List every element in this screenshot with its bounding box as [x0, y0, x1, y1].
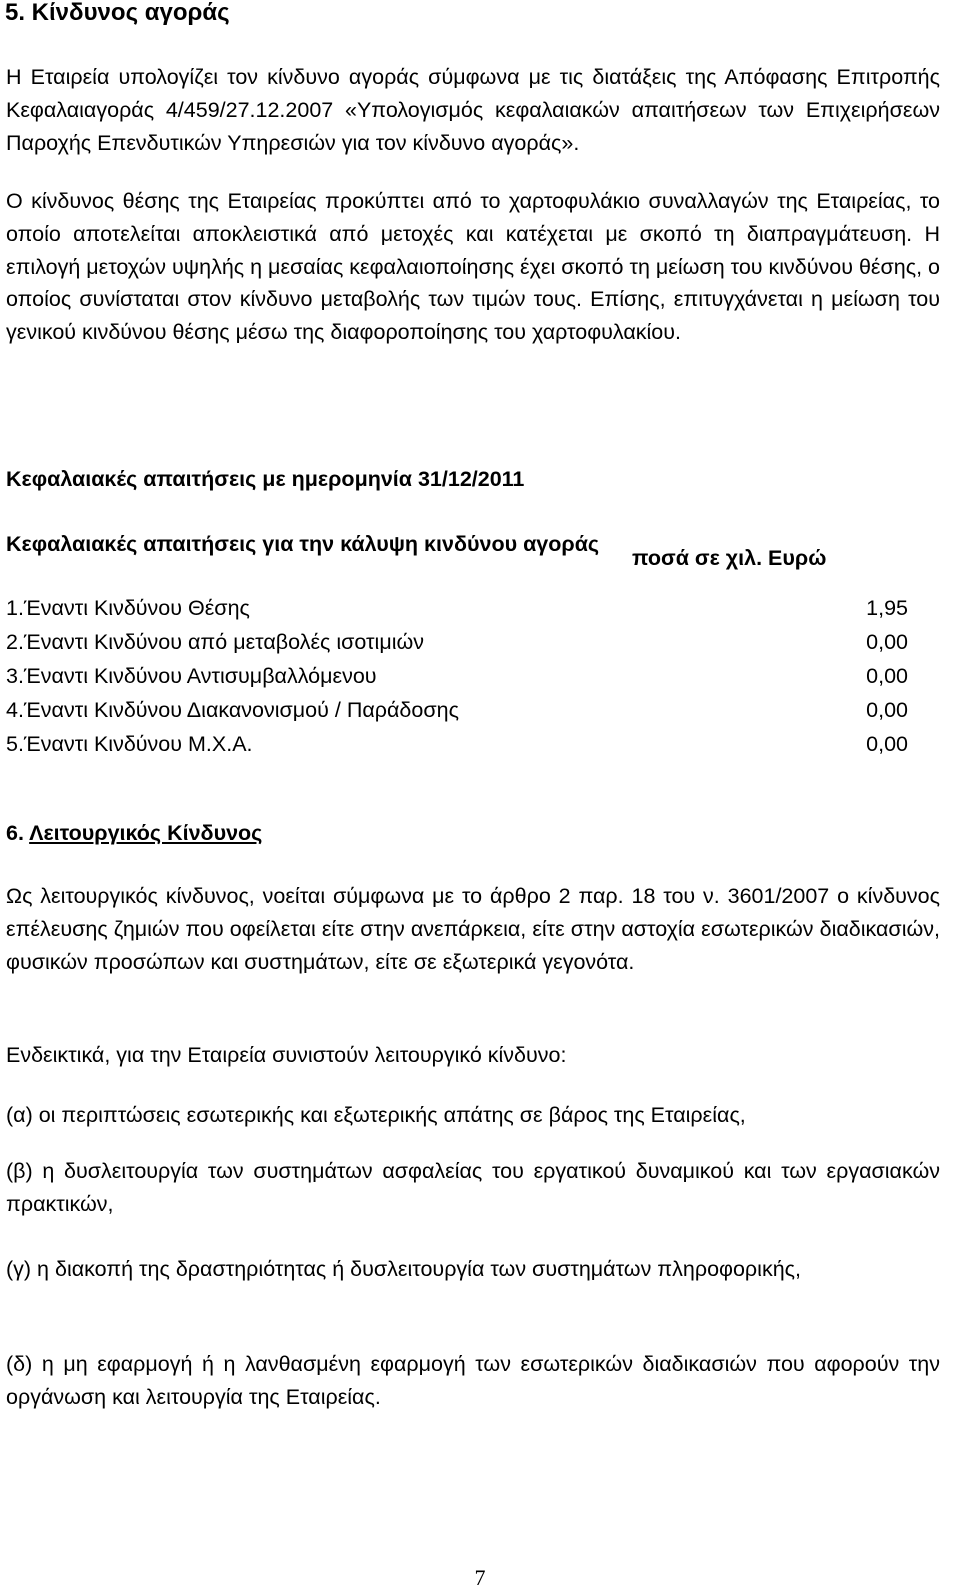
- list-item-b: (β) η δυσλειτουργία των συστημάτων ασφαλείας του εργατικού δυναμικού και των εργασιακών πρακτικών,: [6, 1159, 940, 1216]
- table-row: [6, 727, 908, 761]
- row-value: 0,00: [866, 732, 908, 756]
- capital-requirements-heading: Κεφαλαιακές απαιτήσεις με ημερομηνία 31/12/2011: [6, 467, 525, 491]
- row-value: 1,95: [866, 596, 908, 620]
- row-label: 1.Έναντι Κινδύνου Θέσης: [6, 596, 250, 620]
- page-number: 7: [474, 1565, 486, 1590]
- section-5-paragraph-2: Ο κίνδυνος θέσης της Εταιρείας προκύπτει από το χαρτοφυλάκιο συναλλαγών της Εταιρείας, το οποίο αποτελείται αποκλειστικά από μετοχές και κατέχεται με σκοπό τη διαπραγμάτευση. Η επιλογή μετοχών υψηλής η μεσαίας κεφαλαιοποίησης έχει σκοπό τη μείωση του κινδύνου θέσης, ο οποίος συνίσταται στον κίνδυνο μεταβολής των τιμών τους. Επίσης, επιτυγχάνεται η μείωση του γενικού κινδύνου θέσης μέσω της διαφοροποίησης του χαρτοφυλακίου.: [6, 189, 940, 345]
- section-6-intro: Ενδεικτικά, για την Εταιρεία συνιστούν λειτουργικό κίνδυνο:: [6, 1043, 567, 1067]
- row-label: 2.Έναντι Κινδύνου από μεταβολές ισοτιμιών: [6, 630, 425, 654]
- section-6-heading: [6, 820, 262, 846]
- row-label: 3.Έναντι Κινδύνου Αντισυμβαλλόμενου: [6, 664, 377, 688]
- section-5-paragraph-1: Η Εταιρεία υπολογίζει τον κίνδυνο αγοράς σύμφωνα με τις διατάξεις της Απόφασης Επιτροπής Κεφαλαιαγοράς 4/459/27.12.2007 «Υπολογισμός κεφαλαιακών απαιτήσεων των Επιχειρήσεων Παροχής Επενδυτικών Υπηρεσιών για τον κίνδυνο αγοράς».: [6, 65, 940, 155]
- list-item-c: (γ) η διακοπή της δραστηριότητας ή δυσλειτουργία των συστημάτων πληροφορικής,: [6, 1257, 801, 1281]
- section-6-title: Λειτουργικός Κίνδυνος: [29, 821, 263, 845]
- table-row: [6, 591, 908, 625]
- row-value: 0,00: [866, 664, 908, 688]
- row-label: 5.Έναντι Κινδύνου Μ.Χ.Α.: [6, 732, 253, 756]
- table-row: [6, 625, 908, 659]
- list-item-d: (δ) η μη εφαρμογή ή η λανθασμένη εφαρμογή των εσωτερικών διαδικασιών που αφορούν την οργάνωση και λειτουργία της Εταιρείας.: [6, 1352, 940, 1409]
- section-6-paragraph-1: Ως λειτουργικός κίνδυνος, νοείται σύμφωνα με το άρθρο 2 παρ. 18 του ν. 3601/2007 ο κίνδυνος επέλευσης ζημιών που οφείλεται είτε στην ανεπάρκεια, είτε στην αστοχία εσωτερικών διαδικασιών, φυσικών προσώπων και συστημάτων, είτε σε εξωτερικά γεγονότα.: [6, 884, 940, 974]
- row-value: 0,00: [866, 698, 908, 722]
- table-row: [6, 693, 908, 727]
- table-header-amounts: ποσά σε χιλ. Ευρώ: [632, 546, 827, 570]
- list-item-a: (α) οι περιπτώσεις εσωτερικής και εξωτερικής απάτης σε βάρος της Εταιρείας,: [6, 1103, 746, 1127]
- section-5-heading: 5. Κίνδυνος αγοράς: [5, 0, 230, 26]
- table-row: [6, 659, 908, 693]
- row-value: 0,00: [866, 630, 908, 654]
- row-label: 4.Έναντι Κινδύνου Διακανονισμού / Παράδοσης: [6, 698, 459, 722]
- table-header-description: Κεφαλαιακές απαιτήσεις για την κάλυψη κινδύνου αγοράς: [6, 532, 600, 556]
- section-6-number: 6.: [6, 821, 24, 845]
